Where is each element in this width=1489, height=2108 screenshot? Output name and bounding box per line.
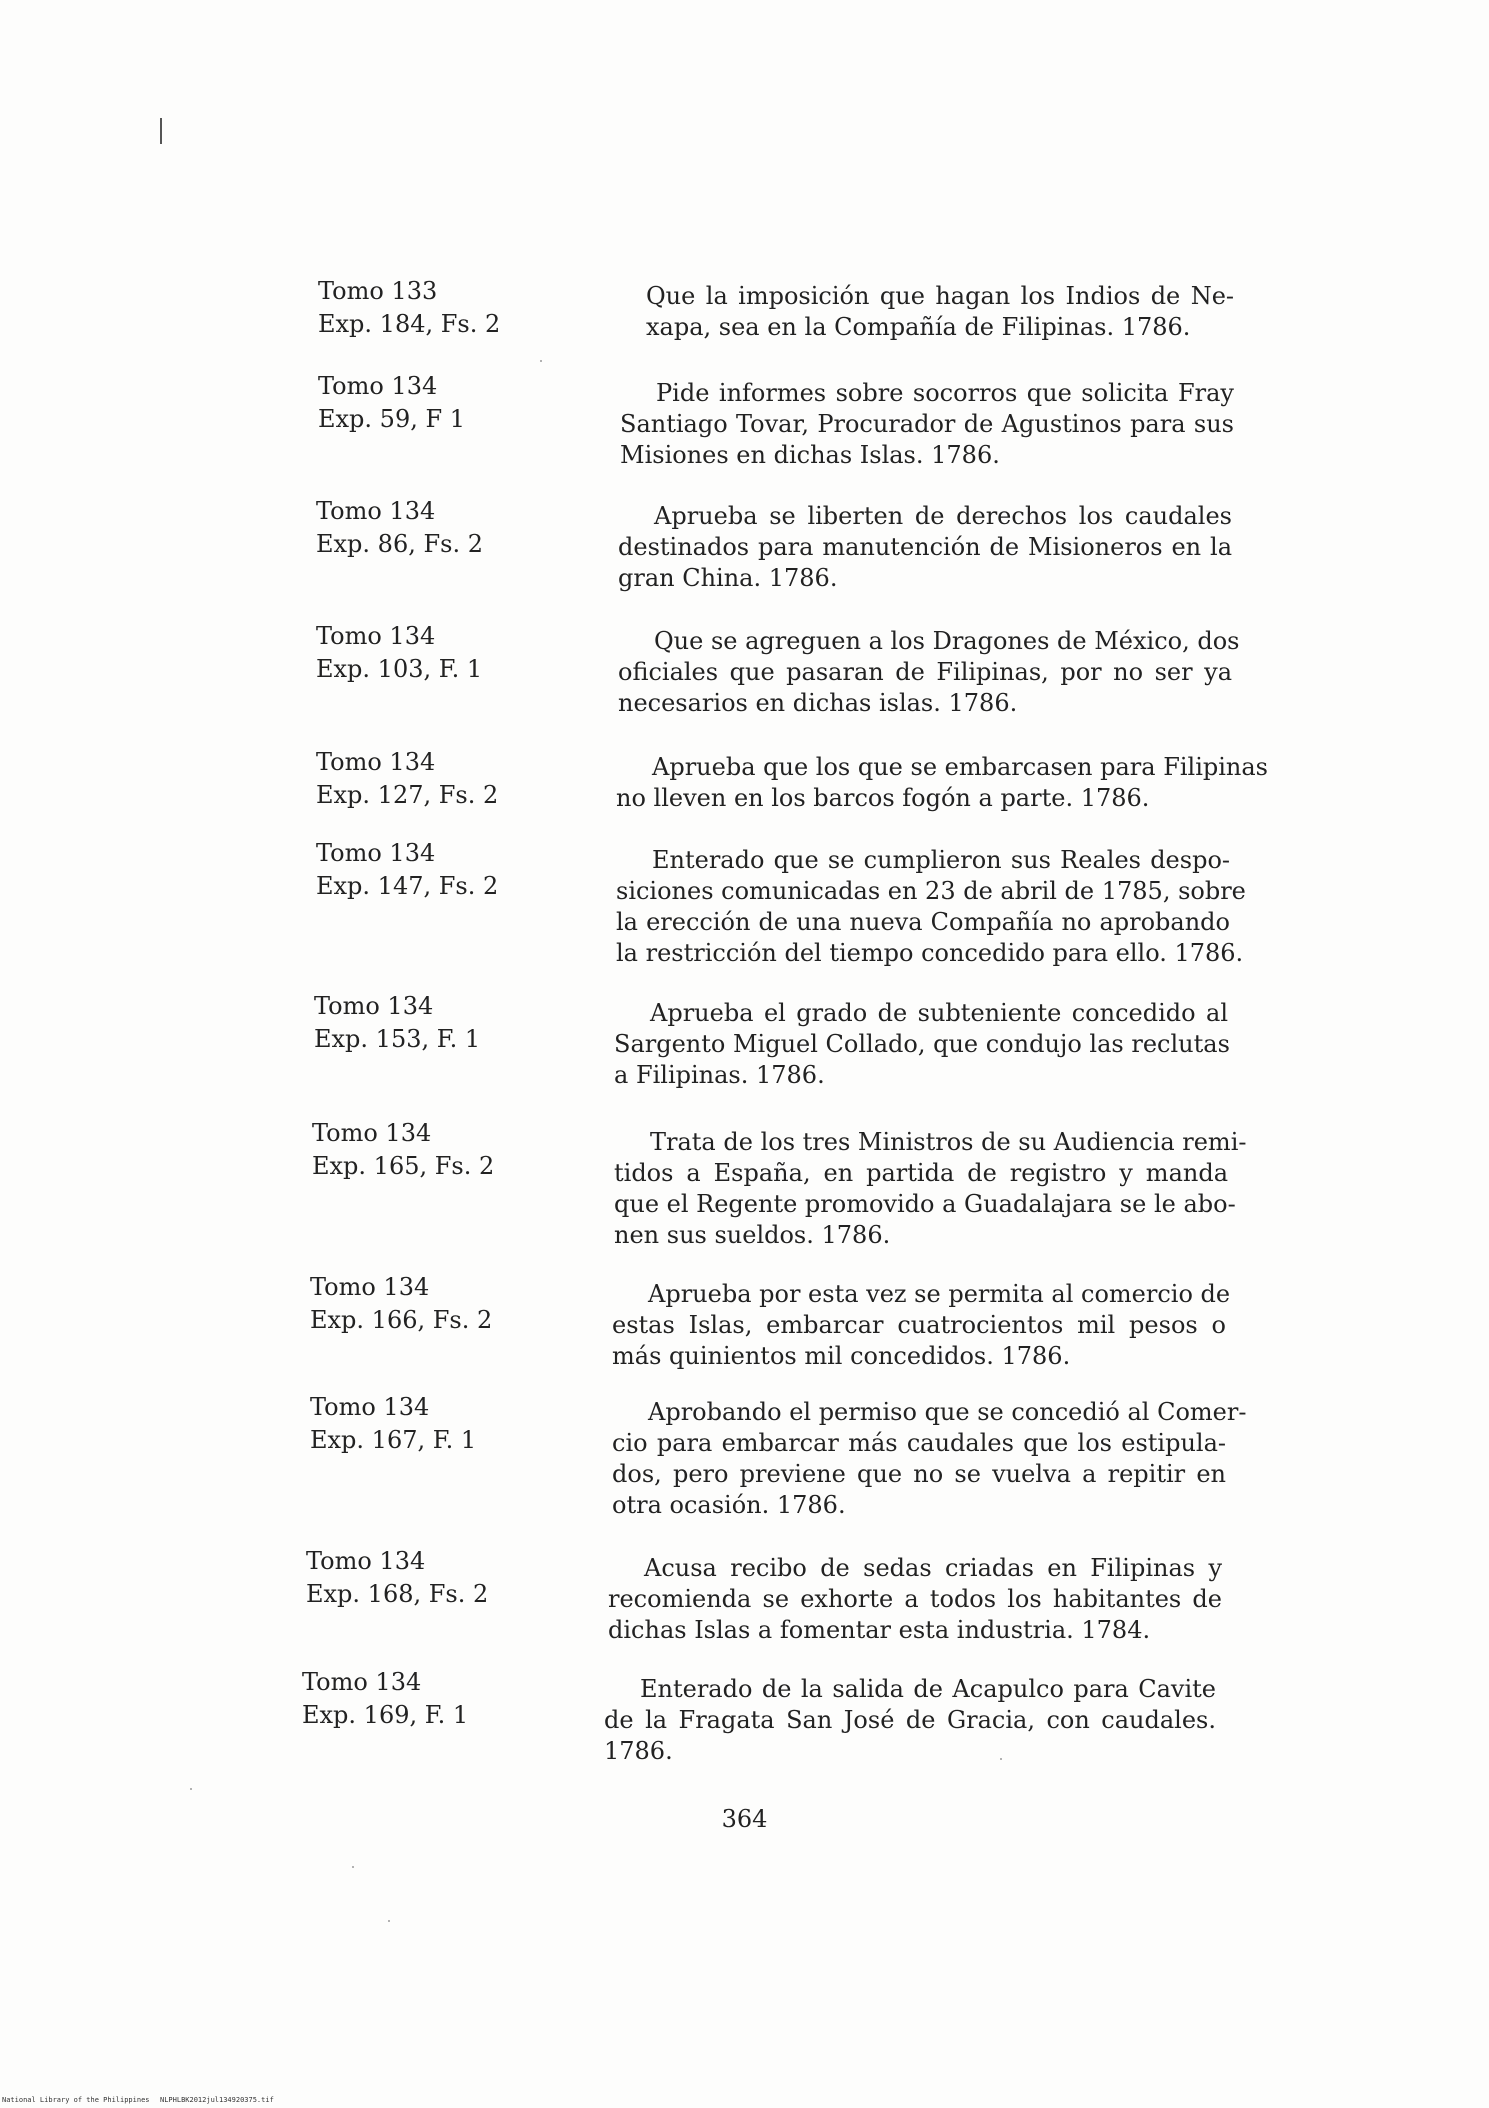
entry-description — [614, 1127, 1247, 1251]
description-line: Aprueba por esta vez se permita al comercio de — [648, 1280, 1231, 1308]
scan-speck — [388, 1920, 390, 1922]
description-line: a Filipinas. 1786. — [614, 1061, 825, 1089]
description-line: estas Islas, embarcar cuatrocientos mil pesos o — [612, 1311, 1226, 1339]
expediente-label: Exp. 147, Fs. 2 — [316, 872, 499, 900]
archive-reference — [316, 837, 576, 903]
entry-description — [618, 501, 1232, 594]
archive-reference — [314, 990, 574, 1056]
expediente-label: Exp. 127, Fs. 2 — [316, 781, 499, 809]
expediente-label: Exp. 86, Fs. 2 — [316, 530, 483, 558]
entry-description — [620, 378, 1234, 471]
archive-reference — [318, 370, 578, 436]
description-line: dichas Islas a fomentar esta industria. 1784. — [608, 1616, 1151, 1644]
tomo-label: Tomo 134 — [310, 1273, 430, 1301]
entry-description — [604, 1674, 1216, 1767]
description-line: Aprueba el grado de subteniente concedido al — [650, 999, 1228, 1027]
archive-reference — [302, 1666, 562, 1732]
tomo-label: Tomo 134 — [316, 497, 436, 525]
archive-reference — [312, 1117, 572, 1183]
page-number: 364 — [721, 1805, 768, 1833]
archive-reference — [316, 746, 576, 812]
description-line: tidos a España, en partida de registro y manda — [614, 1159, 1228, 1187]
archive-reference — [316, 620, 576, 686]
description-line: necesarios en dichas islas. 1786. — [618, 689, 1018, 717]
description-line: cio para embarcar más caudales que los estipula- — [612, 1429, 1226, 1457]
description-line: Aprueba se liberten de derechos los caudales — [654, 502, 1232, 530]
tomo-label: Tomo 133 — [318, 277, 438, 305]
description-line: Sargento Miguel Collado, que condujo las reclutas — [614, 1030, 1230, 1058]
footer-source: National Library of the Philippines — [2, 2096, 150, 2104]
description-line: de la Fragata San José de Gracia, con caudales. — [604, 1706, 1216, 1734]
description-line: Misiones en dichas Islas. 1786. — [620, 441, 1000, 469]
entry-description — [612, 1397, 1247, 1521]
archive-reference — [310, 1271, 570, 1337]
scan-speck — [540, 360, 542, 362]
tomo-label: Tomo 134 — [306, 1547, 426, 1575]
entry-description — [614, 998, 1228, 1091]
expediente-label: Exp. 165, Fs. 2 — [312, 1152, 495, 1180]
description-line: dos, pero previene que no se vuelva a repitir en — [612, 1460, 1226, 1488]
description-line: 1786. — [604, 1737, 673, 1765]
tomo-label: Tomo 134 — [302, 1668, 422, 1696]
entry-description — [616, 752, 1268, 814]
scan-speck — [352, 1866, 354, 1868]
description-line: nen sus sueldos. 1786. — [614, 1221, 891, 1249]
expediente-label: Exp. 103, F. 1 — [316, 655, 483, 683]
expediente-label: Exp. 167, F. 1 — [310, 1426, 477, 1454]
description-line: oficiales que pasaran de Filipinas, por no ser ya — [618, 658, 1232, 686]
expediente-label: Exp. 184, Fs. 2 — [318, 310, 501, 338]
description-line: más quinientos mil concedidos. 1786. — [612, 1342, 1071, 1370]
tomo-label: Tomo 134 — [316, 839, 436, 867]
expediente-label: Exp. 59, F 1 — [318, 405, 466, 433]
tomo-label: Tomo 134 — [316, 748, 436, 776]
tomo-label: Tomo 134 — [312, 1119, 432, 1147]
description-line: xapa, sea en la Compañía de Filipinas. 1786. — [646, 313, 1191, 341]
scan-footer — [0, 2092, 1489, 2108]
description-line: Aprueba que los que se embarcasen para Filipinas — [652, 753, 1268, 781]
entry-description — [618, 626, 1240, 719]
description-line: Santiago Tovar, Procurador de Agustinos para sus — [620, 410, 1234, 438]
description-line: la erección de una nueva Compañía no aprobando — [616, 908, 1230, 936]
description-line: Que la imposición que hagan los Indios de Ne- — [646, 282, 1234, 310]
footer-filename: NLPHLBK2012jul134920375.tif — [160, 2096, 274, 2104]
description-line: no lleven en los barcos fogón a parte. 1786. — [616, 784, 1150, 812]
margin-mark — [160, 118, 162, 144]
tomo-label: Tomo 134 — [318, 372, 438, 400]
entry-description — [608, 1553, 1222, 1646]
archive-reference — [310, 1391, 570, 1457]
entry-description — [646, 281, 1234, 343]
scan-speck — [1000, 1758, 1002, 1760]
description-line: Que se agreguen a los Dragones de México, dos — [654, 627, 1240, 655]
description-line: siciones comunicadas en 23 de abril de 1785, sobre — [616, 877, 1246, 905]
description-line: Aprobando el permiso que se concedió al Comer- — [648, 1398, 1247, 1426]
expediente-label: Exp. 168, Fs. 2 — [306, 1580, 489, 1608]
description-line: Enterado que se cumplieron sus Reales despo- — [652, 846, 1230, 874]
scan-speck — [190, 1788, 192, 1790]
archive-reference — [318, 275, 578, 341]
expediente-label: Exp. 169, F. 1 — [302, 1701, 469, 1729]
expediente-label: Exp. 166, Fs. 2 — [310, 1306, 493, 1334]
tomo-label: Tomo 134 — [314, 992, 434, 1020]
description-line: Acusa recibo de sedas criadas en Filipinas y — [644, 1554, 1222, 1582]
tomo-label: Tomo 134 — [316, 622, 436, 650]
description-line: Pide informes sobre socorros que solicita Fray — [656, 379, 1234, 407]
description-line: destinados para manutención de Misioneros en la — [618, 533, 1232, 561]
archive-reference — [316, 495, 576, 561]
expediente-label: Exp. 153, F. 1 — [314, 1025, 481, 1053]
tomo-label: Tomo 134 — [310, 1393, 430, 1421]
description-line: otra ocasión. 1786. — [612, 1491, 846, 1519]
archive-reference — [306, 1545, 566, 1611]
description-line: Enterado de la salida de Acapulco para Cavite — [640, 1675, 1216, 1703]
description-line: que el Regente promovido a Guadalajara se le abo- — [614, 1190, 1236, 1218]
description-line: Trata de los tres Ministros de su Audiencia remi- — [650, 1128, 1247, 1156]
description-line: gran China. 1786. — [618, 564, 838, 592]
entry-description — [616, 845, 1246, 969]
entry-description — [612, 1279, 1231, 1372]
description-line: recomienda se exhorte a todos los habitantes de — [608, 1585, 1222, 1613]
description-line: la restricción del tiempo concedido para ello. 1786. — [616, 939, 1244, 967]
